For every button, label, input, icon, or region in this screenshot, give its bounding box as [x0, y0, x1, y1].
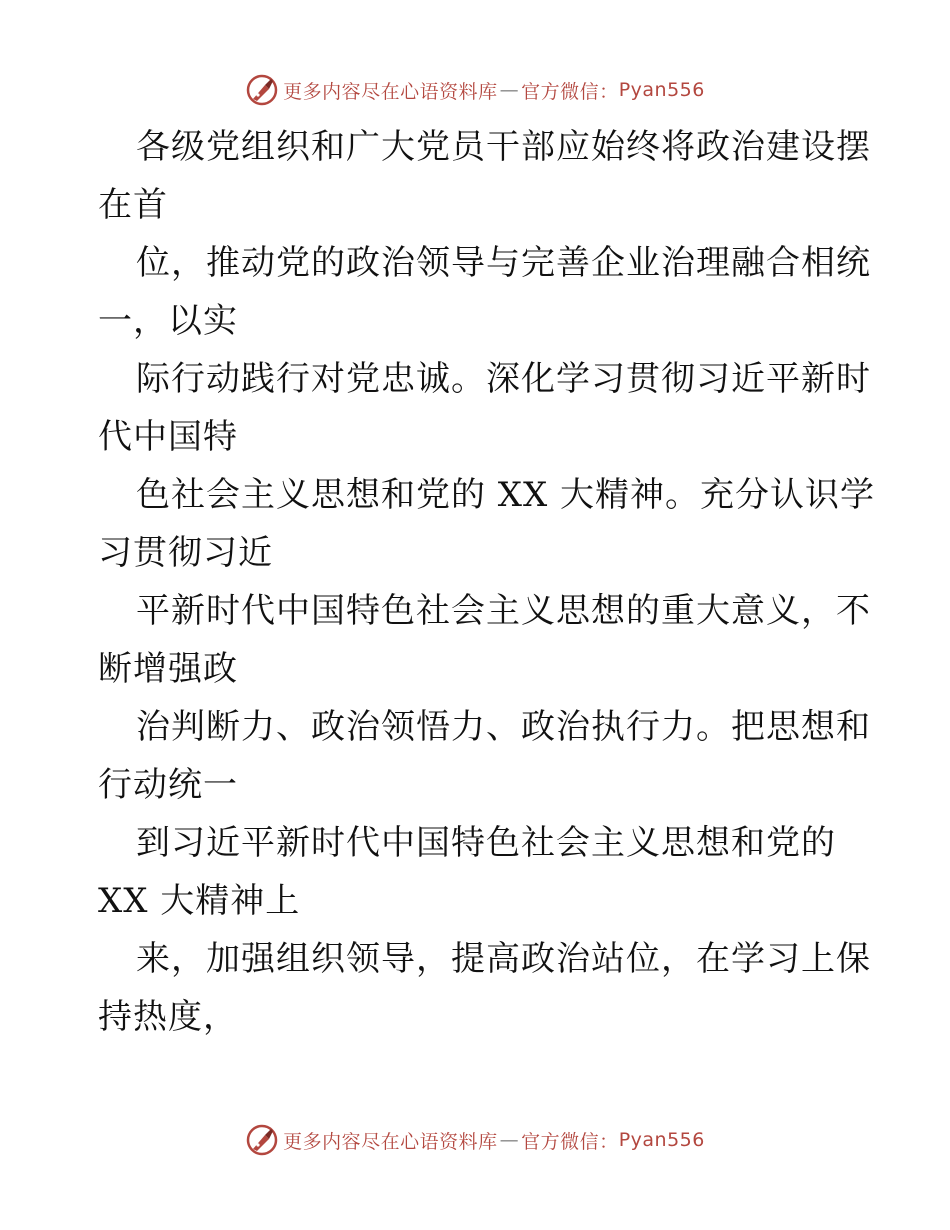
- paragraph-6-line-1: 治判断力、政治领悟力、政治执行力。把思想和: [136, 707, 871, 747]
- paragraph-8-line-1: 来，加强组织领导，提高政治站位，在学习上保: [136, 939, 871, 979]
- paragraph-2-line-2: 一，以实: [98, 301, 238, 341]
- paragraph-3-line-1: 际行动践行对党忠诚。深化学习贯彻习近平新时: [136, 359, 871, 399]
- footer-contact-id: Pyan556: [618, 1129, 705, 1151]
- paragraph-1-line-1: 各级党组织和广大党员干部应始终将政治建设摆: [136, 127, 871, 167]
- paragraph-6-line-2: 行动统一: [98, 765, 238, 805]
- header-banner: [0, 70, 950, 110]
- pen-nib-logo-icon: [245, 1123, 279, 1157]
- header-contact-id: Pyan556: [618, 79, 705, 101]
- paragraph-4-line-2: 习贯彻习近: [98, 533, 273, 573]
- paragraph-7-line-2: XX 大精神上: [98, 881, 301, 921]
- paragraph-5-line-1: 平新时代中国特色社会主义思想的重大意义，不: [136, 591, 871, 631]
- paragraph-5-line-2: 断增强政: [98, 649, 238, 689]
- paragraph-4-line-1: 色社会主义思想和党的 XX 大精神。充分认识学: [136, 475, 876, 515]
- header-contact-label: 官方微信：: [521, 80, 619, 103]
- paragraph-2-line-1: 位，推动党的政治领导与完善企业治理融合相统: [136, 243, 871, 283]
- pen-nib-logo-icon: [245, 73, 279, 107]
- header-separator: —: [499, 79, 520, 101]
- footer-banner: [0, 1120, 950, 1160]
- paragraph-1-line-2: 在首: [98, 185, 168, 225]
- paragraph-7-line-1: 到习近平新时代中国特色社会主义思想和党的: [136, 823, 836, 863]
- document-body: [98, 118, 876, 1046]
- paragraph-3-line-2: 代中国特: [98, 417, 238, 457]
- footer-site-text: 更多内容尽在心语资料库: [283, 1130, 498, 1153]
- footer-separator: —: [499, 1129, 520, 1151]
- header-site-text: 更多内容尽在心语资料库: [283, 80, 498, 103]
- paragraph-8-line-2: 持热度，: [98, 997, 238, 1037]
- footer-contact-label: 官方微信：: [521, 1130, 619, 1153]
